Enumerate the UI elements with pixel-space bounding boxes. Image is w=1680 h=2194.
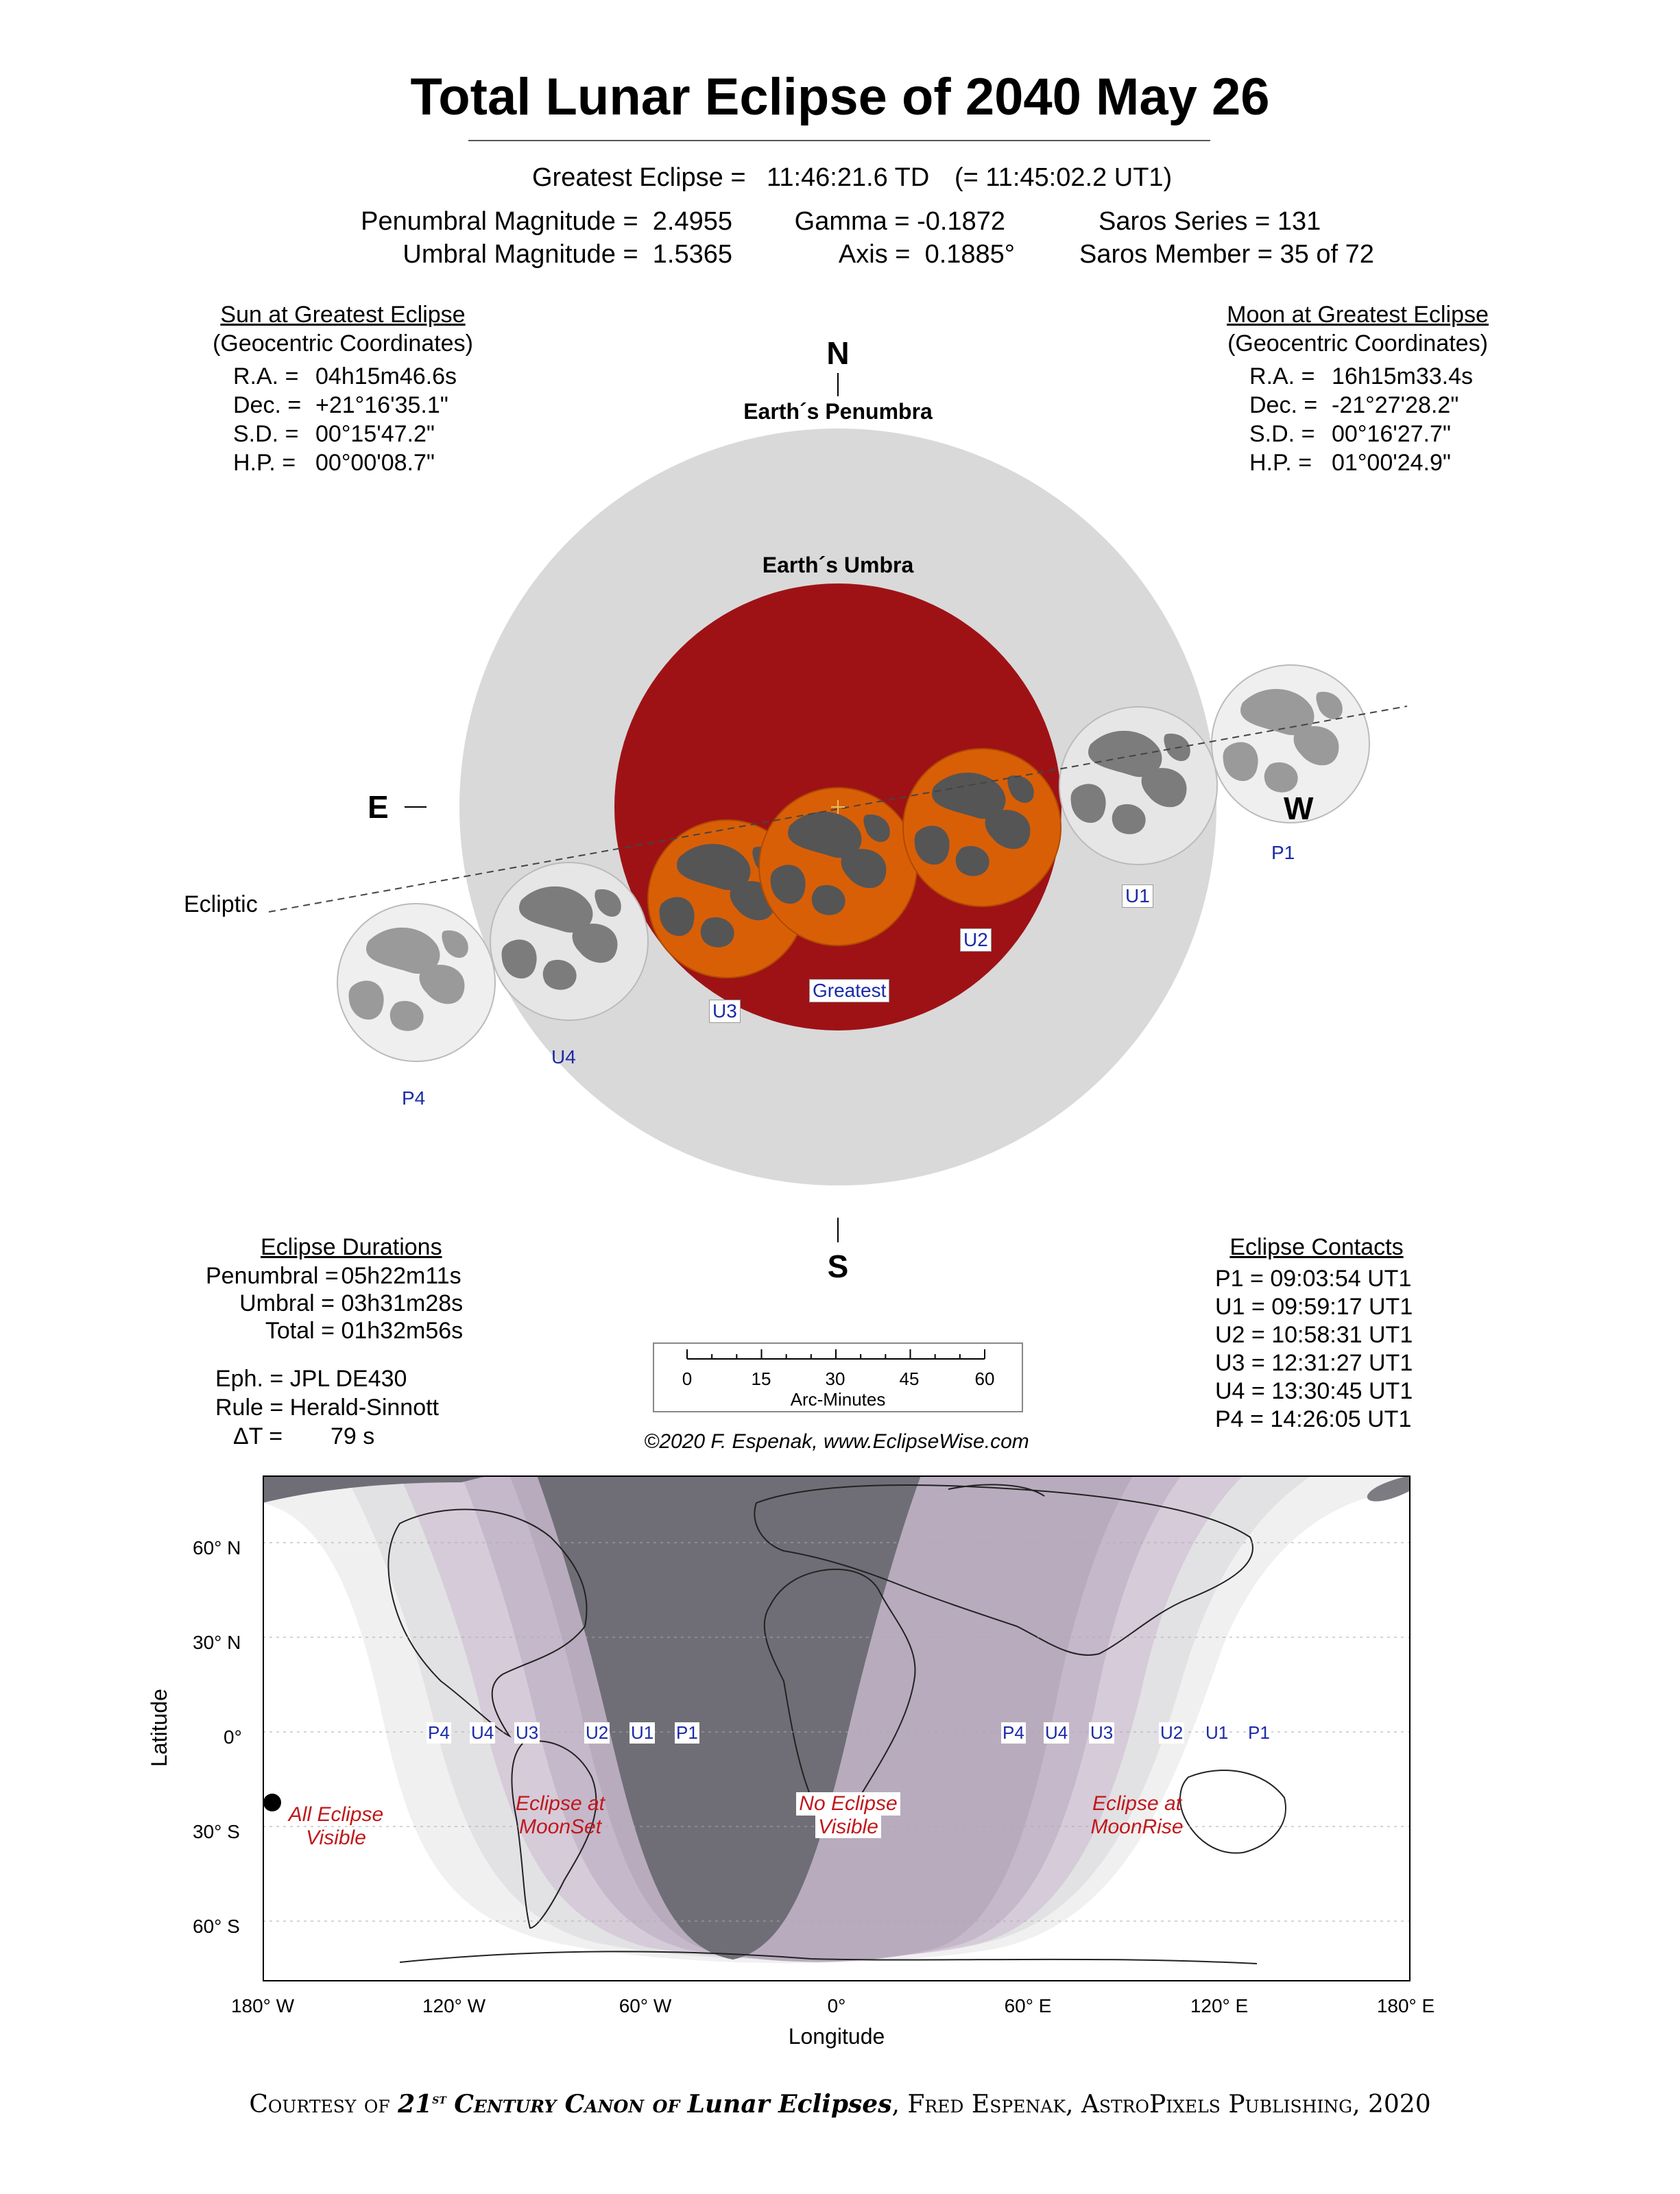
duration-umbral-key: Umbral = <box>239 1290 335 1316</box>
contact-label-u1: U1 <box>1122 884 1153 908</box>
scale-tick-15: 15 <box>751 1369 771 1389</box>
contact-p4: P4 = 14:26:05 UT1 <box>1215 1406 1412 1432</box>
moon-ra-key: R.A. = <box>1249 363 1315 389</box>
zone-moonset <box>502 1792 619 1839</box>
lon-60e: 60° E <box>1004 1995 1052 2016</box>
contact-u2: U2 = 10:58:31 UT1 <box>1215 1322 1413 1348</box>
map-ylabel: Latitude <box>147 1689 171 1767</box>
moon-hp-key: H.P. = <box>1249 450 1312 476</box>
penumbra-label: Earth´s Penumbra <box>743 399 933 424</box>
duration-penumbral-key: Penumbral = <box>206 1263 339 1289</box>
lat-60s: 60° S <box>193 1916 240 1937</box>
north-label: N <box>826 335 850 371</box>
scale-tick-60: 60 <box>974 1369 995 1389</box>
scale-tick-45: 45 <box>899 1369 920 1389</box>
sun-position-icon <box>263 1794 281 1811</box>
moon-hp-value: 01°00'24.9" <box>1332 450 1451 476</box>
umbral-magnitude: Umbral Magnitude = 1.5365 <box>403 240 732 269</box>
contact-label-u2: U2 <box>960 928 992 952</box>
footer-sup: st <box>432 2090 446 2107</box>
map-west-u1: U1 <box>631 1722 654 1743</box>
rule: Rule = Herald-Sinnott <box>215 1395 440 1421</box>
footer-credit <box>0 2090 1680 2119</box>
moon-dec-key: Dec. = <box>1249 392 1318 418</box>
map-west-u3: U3 <box>516 1722 539 1743</box>
contact-label-p1: P1 <box>1271 842 1295 863</box>
moon-heading: Moon at Greatest Eclipse <box>1227 302 1489 328</box>
east-label: E <box>368 789 389 825</box>
contacts-table <box>1215 1266 1413 1434</box>
map-east-u1: U1 <box>1205 1722 1229 1743</box>
contacts-heading: Eclipse Contacts <box>1229 1234 1404 1260</box>
zone-all-visible-line2: Visible <box>306 1827 366 1849</box>
duration-penumbral-value: 05h22m11s <box>341 1263 461 1289</box>
map-east-u2: U2 <box>1160 1722 1184 1743</box>
scale-tick-0: 0 <box>682 1369 693 1389</box>
saros-member: Saros Member = 35 of 72 <box>1079 240 1374 269</box>
lon-120e: 120° E <box>1190 1995 1249 2016</box>
contact-label-greatest: Greatest <box>809 979 889 1002</box>
map-east-u3: U3 <box>1090 1722 1114 1743</box>
map-east-p4: P4 <box>1003 1722 1024 1743</box>
zone-moonrise <box>1075 1792 1199 1839</box>
lon-180e: 180° E <box>1376 1995 1435 2016</box>
moon-subheading: (Geocentric Coordinates) <box>1227 330 1488 357</box>
scale-unit: Arc-Minutes <box>790 1389 886 1410</box>
page-title: Total Lunar Eclipse of 2040 May 26 <box>410 68 1270 126</box>
zone-no-eclipse-line1: No Eclipse <box>796 1792 900 1816</box>
moon-u4 <box>490 863 648 1020</box>
map-west-u2: U2 <box>586 1722 609 1743</box>
contact-p1: P1 = 09:03:54 UT1 <box>1215 1266 1412 1292</box>
duration-total-value: 01h32m56s <box>341 1318 464 1344</box>
lat-30n: 30° N <box>193 1632 241 1653</box>
contact-label-u4: U4 <box>551 1046 576 1068</box>
durations-heading: Eclipse Durations <box>261 1234 442 1260</box>
greatest-eclipse-td: 11:46:21.6 TD <box>767 163 930 192</box>
ephemeris: Eph. = JPL DE430 <box>215 1366 407 1392</box>
moon-u1 <box>1059 707 1217 865</box>
map-east-p1: P1 <box>1248 1722 1270 1743</box>
footer-num: 21 <box>398 2090 433 2119</box>
contact-u3: U3 = 12:31:27 UT1 <box>1215 1350 1413 1376</box>
contact-label-u3: U3 <box>709 1000 741 1023</box>
gamma: Gamma = -0.1872 <box>794 207 1005 236</box>
contact-label-p4: P4 <box>402 1087 426 1109</box>
contact-u4: U4 = 13:30:45 UT1 <box>1215 1378 1413 1404</box>
sun-hp-value: 00°00'08.7" <box>315 450 435 476</box>
sun-subheading: (Geocentric Coordinates) <box>213 330 473 357</box>
sun-heading: Sun at Greatest Eclipse <box>220 302 466 328</box>
zone-moonrise-line2: MoonRise <box>1090 1816 1184 1838</box>
moon-ra-value: 16h15m33.4s <box>1332 363 1474 389</box>
map-west-p4: P4 <box>428 1722 450 1743</box>
lat-30s: 30° S <box>193 1821 240 1842</box>
sun-hp-key: H.P. = <box>233 450 296 476</box>
south-label: S <box>827 1249 849 1284</box>
sun-dec-value: +21°16'35.1" <box>315 392 448 418</box>
map-west-u4: U4 <box>471 1722 494 1743</box>
zone-moonrise-line1: Eclipse at <box>1092 1792 1182 1815</box>
footer-canon: Century Canon of <box>454 2090 680 2119</box>
footer-courtesy: Courtesy of <box>249 2090 390 2119</box>
lat-0: 0° <box>224 1726 242 1748</box>
zone-no-eclipse-line2: Visible <box>815 1816 881 1838</box>
zone-all-visible <box>274 1803 398 1850</box>
moon-sd-value: 00°16'27.7" <box>1332 421 1451 447</box>
zone-moonset-line1: Eclipse at <box>515 1792 605 1815</box>
footer-rest: , Fred Espenak, AstroPixels Publishing, 2020 <box>891 2090 1431 2119</box>
delta-t-value: 79 s <box>331 1423 375 1449</box>
greatest-eclipse-label: Greatest Eclipse = <box>532 163 746 192</box>
zone-moonset-line2: MoonSet <box>518 1816 602 1838</box>
lon-60w: 60° W <box>619 1995 672 2016</box>
lon-120w: 120° W <box>422 1995 486 2016</box>
duration-total-key: Total = <box>265 1318 335 1344</box>
sun-ra-key: R.A. = <box>233 363 299 389</box>
saros-series: Saros Series = 131 <box>1099 207 1321 236</box>
sun-sd-key: S.D. = <box>233 421 299 447</box>
penumbral-magnitude: Penumbral Magnitude = 2.4955 <box>361 207 732 236</box>
ecliptic-label: Ecliptic <box>184 891 258 917</box>
map-xlabel: Longitude <box>788 2024 885 2049</box>
zone-no-eclipse <box>790 1792 907 1839</box>
map-east-u4: U4 <box>1045 1722 1068 1743</box>
contact-u1: U1 = 09:59:17 UT1 <box>1215 1294 1413 1320</box>
lat-60n: 60° N <box>193 1537 241 1558</box>
moon-dec-value: -21°27'28.2" <box>1332 392 1459 418</box>
axis: Axis = 0.1885° <box>838 240 1015 269</box>
sun-dec-key: Dec. = <box>233 392 302 418</box>
sun-sd-value: 00°15'47.2" <box>315 421 435 447</box>
copyright: ©2020 F. Espenak, www.EclipseWise.com <box>644 1430 1029 1453</box>
sun-ra-value: 04h15m46.6s <box>315 363 457 389</box>
moon-sd-key: S.D. = <box>1249 421 1315 447</box>
delta-t-label: ΔT = <box>233 1423 283 1449</box>
duration-umbral-value: 03h31m28s <box>341 1290 464 1316</box>
lon-180w: 180° W <box>230 1995 295 2016</box>
greatest-eclipse-ut1: (= 11:45:02.2 UT1) <box>955 163 1173 192</box>
moon-p4 <box>337 904 495 1061</box>
moon-u2 <box>903 749 1061 906</box>
zone-all-visible-line1: All Eclipse <box>288 1803 384 1826</box>
footer-lunar: Lunar Eclipses <box>687 2090 892 2119</box>
west-label: W <box>1284 791 1314 826</box>
lon-0: 0° <box>827 1995 846 2016</box>
durations-table <box>206 1263 463 1345</box>
map-west-p1: P1 <box>676 1722 698 1743</box>
scale-tick-30: 30 <box>825 1369 845 1389</box>
umbra-label: Earth´s Umbra <box>762 553 914 577</box>
